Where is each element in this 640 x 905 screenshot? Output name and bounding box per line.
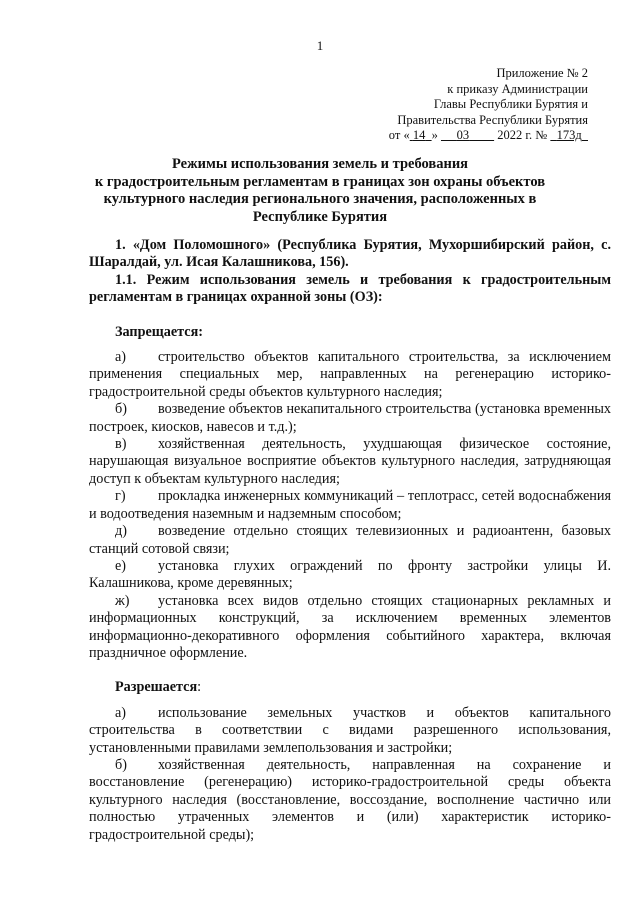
appendix-date-line <box>288 128 588 144</box>
list-item: а) использование земельных участков и объектов капитального строительства в соответствии с видами разрешенного использования, установленными правилами землепользования и застройки; <box>89 704 611 756</box>
list-item: в) хозяйственная деятельность, ухудшающая физическое состояние, нарушающая визуальное восприятие объектов культурного наследия, затрудняющая доступ к объектам культурного наследия; <box>89 436 611 487</box>
appendix-line-3: Главы Республики Бурятия и <box>433 97 588 112</box>
title-line-1: Режимы использования земель и требования <box>171 156 469 172</box>
allowed-list <box>89 705 611 844</box>
document-body <box>89 237 611 844</box>
date-day: 14 <box>412 128 426 143</box>
appendix-block <box>288 66 588 144</box>
list-item: е) установка глухих ограждений по фронту застройки улицы И. Калашникова, кроме деревянных; <box>89 557 611 592</box>
order-number: 173д <box>556 128 582 143</box>
date-month: 03 <box>456 128 470 143</box>
title-line-4: Республике Бурятия <box>252 208 388 225</box>
appendix-line-1: Приложение № 2 <box>496 66 588 80</box>
date-year: 2022 г. № <box>497 128 548 143</box>
list-item: б) хозяйственная деятельность, направленная на сохранение и восстановление (регенерацию) историко-градостроительной среды объекта культурного наследия (восстановление, воссоздание, восполнение частично или полностью утраченных элементов и (или) характеристик историко-градостроительной среды); <box>89 756 611 843</box>
date-mid: » <box>431 128 438 143</box>
list-item: ж) установка всех видов отдельно стоящих стационарных рекламных и информационных конструкций, за исключением временных элементов информационно-декоративного оформления событийного характера, включая праздничное оформление. <box>89 592 611 661</box>
list-item: б) возведение объектов некапитального строительства (установка временных построек, киосков, навесов и т.д.); <box>89 401 611 435</box>
list-item: г) прокладка инженерных коммуникаций – теплотрасс, сетей водоснабжения и водоотведения наземным и надземным способом; <box>89 488 611 522</box>
appendix-line-2: к приказу Администрации <box>447 81 588 96</box>
allowed-heading: Разрешается: <box>115 679 202 696</box>
section-1-heading: 1. «Дом Поломошного» (Республика Бурятия, Мухоршибирский район, с. Шаралдай, ул. Исая Калашникова, 156). <box>89 237 611 271</box>
appendix-line-4: Правительства Республики Бурятия <box>397 112 588 127</box>
list-item: д) возведение отдельно стоящих телевизионных и радиоантенн, базовых станций сотовой связи; <box>89 523 611 557</box>
title-line-3: культурного наследия регионального значения, расположенных в <box>103 191 537 207</box>
section-1-1-heading: 1.1. Режим использования земель и требования к градостроительным регламентам в границах охранной зоны (ОЗ): <box>89 271 611 306</box>
prohibited-heading: Запрещается: <box>115 323 203 340</box>
document-title <box>70 156 570 226</box>
title-line-2: к градостроительным регламентам в границах зон охраны объектов <box>94 173 546 190</box>
date-prefix: от « <box>388 128 410 143</box>
page-number: 1 <box>316 38 324 53</box>
list-item: а) строительство объектов капитального строительства, за исключением применения специальных мер, направленных на регенерацию историко-градостроительной среды объектов культурного наследия; <box>89 349 611 400</box>
prohibited-list <box>89 349 611 662</box>
